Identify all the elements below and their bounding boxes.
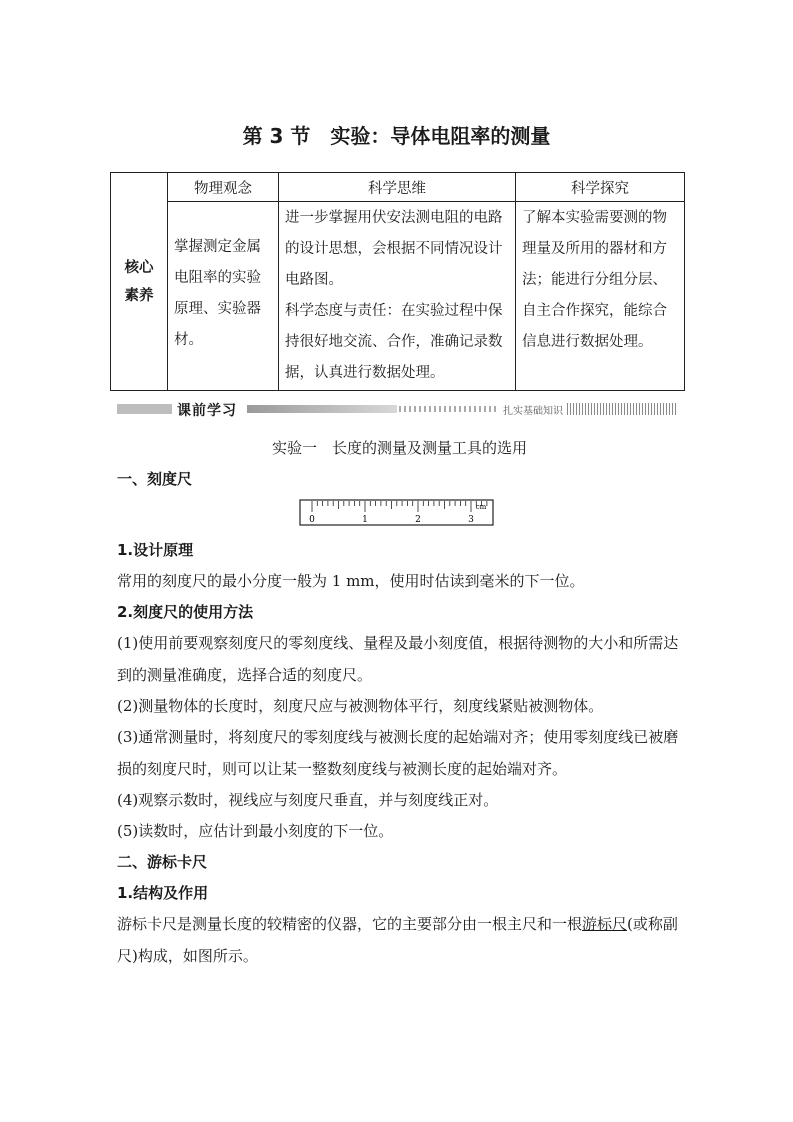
- header-scientific-inquiry: 科学探究: [516, 173, 685, 202]
- banner-bar-left: [117, 404, 172, 414]
- header-physics-concept: 物理观念: [168, 173, 279, 202]
- banner-subtitle: 扎实基础知识: [503, 406, 563, 417]
- banner-dots: [399, 406, 499, 412]
- banner-stripes: [567, 403, 677, 415]
- banner-label: 课前学习: [177, 403, 237, 419]
- usage-item-2: (2)测量物体的长度时，刻度尺应与被测物体平行，刻度线紧贴被测物体。: [117, 697, 604, 715]
- section-banner: [117, 402, 677, 419]
- ruler-figure: [299, 499, 495, 527]
- ruler-label-2: 2: [415, 515, 421, 525]
- vernier-text-b: (或称副尺)构成，如图所示。: [117, 915, 678, 965]
- ruler-unit: cm: [475, 503, 487, 511]
- scientific-inquiry-cell: 了解本实验需要测的物理量及所用的器材和方法；能进行分组分层、自主合作探究，能综合信息进行数据处理。: [516, 202, 685, 391]
- usage-method-heading: 2.刻度尺的使用方法: [117, 603, 254, 621]
- physics-concept-cell: 掌握测定金属电阻率的实验原理、实验器材。: [168, 202, 279, 391]
- ruler-label-0: 0: [309, 515, 315, 525]
- part2-heading: 二、游标卡尺: [117, 853, 208, 871]
- experiment-heading: 实验一 长度的测量及测量工具的选用: [271, 439, 527, 457]
- side-label-line-2: 素养: [124, 287, 154, 304]
- usage-item-3: (3)通常测量时，将刻度尺的零刻度线与被测长度的起始端对齐；使用零刻度线已被磨损的刻度尺时，则可以让某一整数刻度线与被测长度的起始端对齐。: [117, 728, 679, 778]
- usage-item-4: (4)观察示数时，视线应与刻度尺垂直，并与刻度线正对。: [117, 791, 499, 809]
- ruler-label-3: 3: [468, 515, 474, 525]
- header-scientific-thinking: 科学思维: [279, 173, 516, 202]
- structure-heading: 1.结构及作用: [117, 884, 209, 902]
- core-literacy-table: [110, 172, 685, 391]
- thinking-paragraph: 进一步掌握用伏安法测电阻的电路的设计思想，会根据不同情况设计电路图。: [285, 210, 503, 288]
- design-principle-text: 常用的刻度尺的最小分度一般为 1 mm，使用时估读到毫米的下一位。: [117, 572, 585, 590]
- scientific-thinking-cell: [279, 202, 516, 391]
- ruler-label-1: 1: [362, 515, 368, 525]
- vernier-scale-term: 游标尺: [582, 915, 628, 933]
- design-principle-heading: 1.设计原理: [117, 541, 194, 559]
- usage-item-1: (1)使用前要观察刻度尺的零刻度线、量程及最小刻度值，根据待测物的大小和所需达到的测量准确度，选择合适的刻度尺。: [117, 634, 679, 684]
- usage-item-5: (5)读数时，应估计到最小刻度的下一位。: [117, 822, 394, 840]
- attitude-paragraph: 科学态度与责任：在实验过程中保持很好地交流、合作，准确记录数据，认真进行数据处理。: [285, 303, 503, 381]
- banner-bar-gradient: [247, 405, 397, 413]
- part1-heading: 一、刻度尺: [117, 470, 193, 488]
- vernier-description: [117, 908, 682, 972]
- core-literacy-label: [111, 173, 168, 391]
- side-label-line-1: 核心: [124, 259, 154, 276]
- page-title: 第 3 节 实验：导体电阻率的测量: [242, 124, 551, 148]
- vernier-text-a: 游标卡尺是测量长度的较精密的仪器，它的主要部分由一根主尺和一根: [117, 915, 583, 933]
